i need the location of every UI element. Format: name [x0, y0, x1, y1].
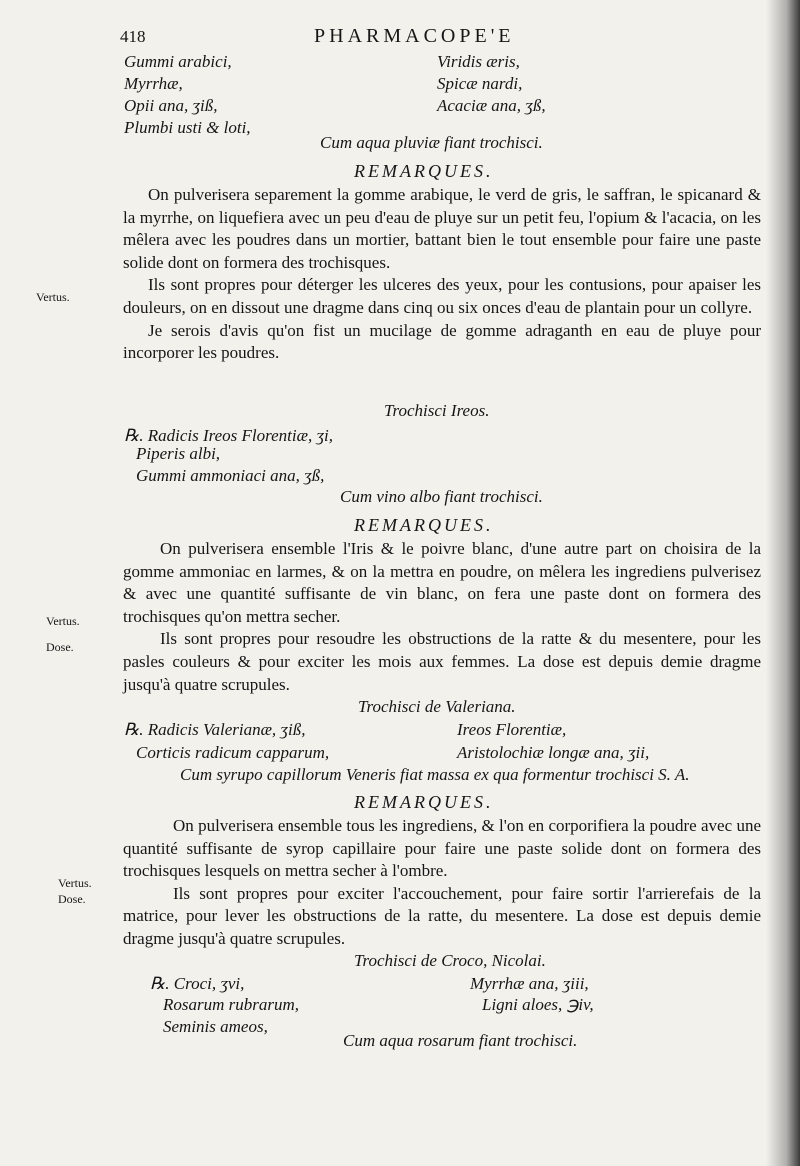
formula1-left-2: Myrrhæ, — [124, 74, 183, 93]
formula4-right-2: Ligni aloes, ℈iv, — [482, 995, 594, 1014]
section3-preparation: On pulverisera ensemble tous les ingrediens, & l'on en corporifiera la poudre avec une quantité suffisante de syrop capillaire pour faire une paste solide dont on formera des trochisques lesquels on mettra secher à l'ombre. — [123, 816, 761, 881]
section1-vertus: Ils sont propres pour déterger les ulceres des yeux, pour les contusions, pour apaiser les douleurs, on en dissout une dragme dans cinq ou six onces d'eau de plantain pour un collyre. — [123, 275, 761, 317]
formula4-right-1: Myrrhæ ana, ʒiii, — [470, 974, 589, 993]
section1-text — [123, 184, 761, 365]
margin-vertus-2: Vertus. — [46, 614, 80, 628]
formula3-left-2: Corticis radicum capparum, — [136, 743, 330, 762]
margin-dose-2: Dose. — [46, 640, 74, 654]
formula2-title: Trochisci Ireos. — [384, 401, 490, 420]
formula2-closing: Cum vino albo fiant trochisci. — [340, 487, 543, 506]
section2-vertus: Ils sont propres pour resoudre les obstructions de la ratte & du mesentere, pour les pasles couleurs & pour exciter les mois aux femmes. La dose est depuis demie dragme jusqu'à quatre scrupules. — [123, 629, 761, 694]
formula2-line-2: Piperis albi, — [136, 444, 221, 463]
section1-avis: Je serois d'avis qu'on fist un mucilage de gomme adraganth en eau de pluye pour incorporer les poudres. — [123, 320, 761, 363]
remarques-heading-3: REMARQUES. — [354, 792, 494, 812]
formula2-line-1: ℞. Radicis Ireos Florentiæ, ʒi, — [124, 426, 333, 445]
formula2-line-3: Gummi ammoniaci ana, ʒß, — [136, 466, 325, 485]
section2-text — [123, 538, 761, 696]
remarques-heading-2: REMARQUES. — [354, 515, 494, 535]
section3-text — [123, 815, 761, 951]
formula3-title: Trochisci de Valeriana. — [358, 697, 516, 716]
formula3-closing: Cum syrupo capillorum Veneris fiat massa ex qua formentur trochisci S. A. — [180, 765, 690, 784]
formula1-left-1: Gummi arabici, — [124, 52, 232, 71]
formula4-left-1: ℞. Croci, ʒvi, — [150, 974, 245, 993]
page-edge-shadow — [766, 0, 800, 1166]
running-title: PHARMACOPE'E — [314, 25, 515, 47]
formula3-left-1: ℞. Radicis Valerianæ, ʒiß, — [124, 720, 306, 739]
page-number: 418 — [120, 27, 146, 46]
formula3-right-1: Ireos Florentiæ, — [457, 720, 567, 739]
margin-dose-3: Dose. — [58, 892, 86, 906]
section1-preparation: On pulverisera separement la gomme arabique, le verd de gris, le saffran, le spicanard & la myrrhe, on liquefiera avec un peu d'eau de pluye sur un petit feu, l'opium & l'acacia, on les mêlera avec les poudres dans un mortier, battant bien le tout ensemble pour faire une paste solide dont on formera des trochisques. — [123, 185, 761, 272]
formula1-left-3: Opii ana, ʒiß, — [124, 96, 218, 115]
formula4-closing: Cum aqua rosarum fiant trochisci. — [343, 1031, 578, 1050]
section3-vertus: Ils sont propres pour exciter l'accouchement, pour faire sortir l'arrierefais de la matrice, pour lever les obstructions de la ratte, du mesentere. La dose est depuis demie dragme jusqu'à quatre scrupules. — [123, 883, 761, 948]
formula1-right-2: Spicæ nardi, — [437, 74, 523, 93]
margin-vertus-3: Vertus. — [58, 876, 92, 890]
section2-preparation: On pulverisera ensemble l'Iris & le poivre blanc, d'une autre part on choisira de la gomme ammoniac en larmes, & on la mettra en poudre, on mêlera les ingrediens pulverisez & avec une quantité suffisante de vin blanc, on fera une paste dont on formera des trochisques qu'on mettra secher. — [123, 539, 761, 626]
formula1-right-1: Viridis æris, — [437, 52, 520, 71]
margin-vertus-1: Vertus. — [36, 290, 70, 304]
formula1-closing: Cum aqua pluviæ fiant trochisci. — [320, 133, 543, 152]
formula3-right-2: Aristolochiæ longæ ana, ʒii, — [457, 743, 650, 762]
formula4-left-2: Rosarum rubrarum, — [163, 995, 300, 1014]
formula1-left-4: Plumbi usti & loti, — [124, 118, 251, 137]
formula1-right-3: Acaciæ ana, ʒß, — [437, 96, 546, 115]
formula4-title: Trochisci de Croco, Nicolai. — [354, 951, 546, 970]
remarques-heading-1: REMARQUES. — [354, 161, 494, 181]
formula4-left-3: Seminis ameos, — [163, 1017, 268, 1036]
